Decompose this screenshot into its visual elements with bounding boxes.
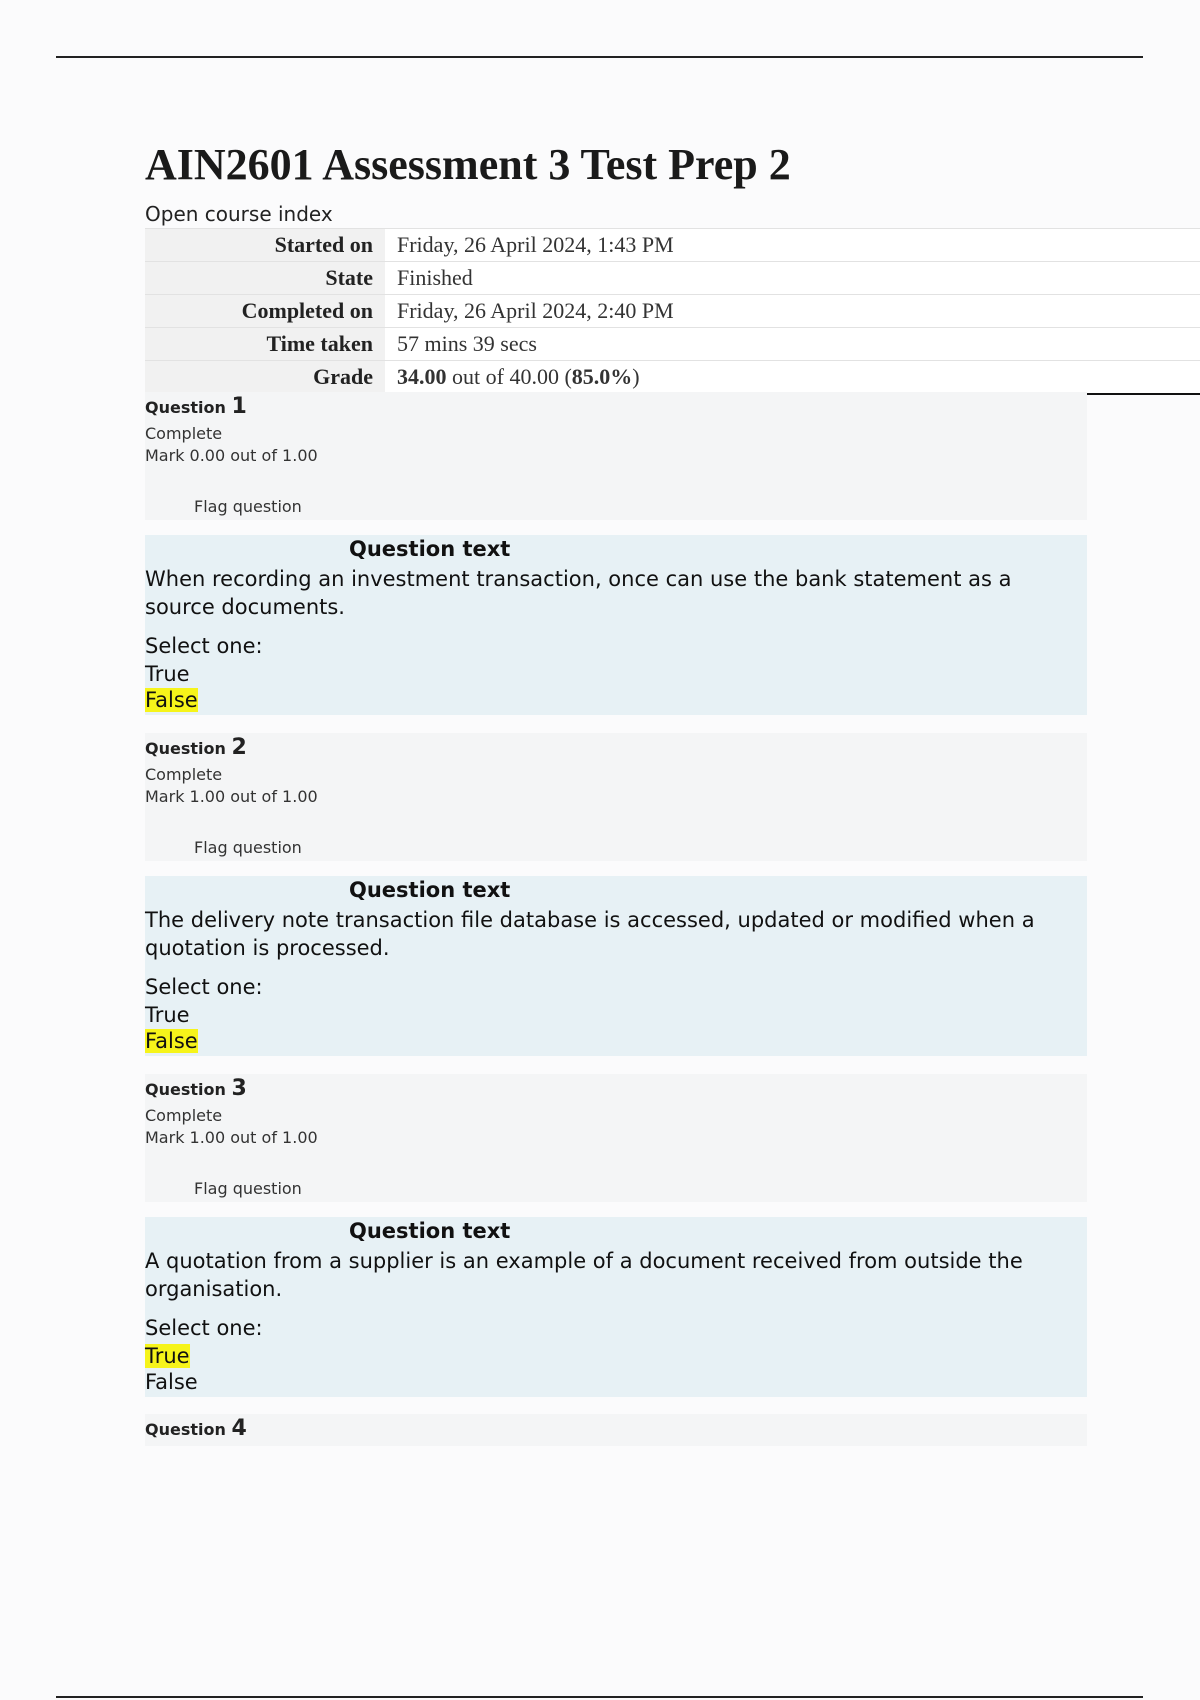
summary-row-time-taken <box>145 328 1200 361</box>
question-info-2 <box>145 733 1087 861</box>
flag-question-link[interactable]: Flag question <box>194 497 302 516</box>
question-text-heading: Question text <box>349 537 511 561</box>
question-mark: Mark 0.00 out of 1.00 <box>145 446 318 465</box>
question-text-heading: Question text <box>349 1219 511 1243</box>
highlighted-answer: False <box>145 688 198 712</box>
option-true[interactable]: True <box>145 662 190 686</box>
option-true[interactable]: True <box>145 1003 190 1027</box>
option-true[interactable] <box>145 1343 190 1369</box>
open-course-index-link[interactable]: Open course index <box>145 202 333 226</box>
summary-value: Friday, 26 April 2024, 2:40 PM <box>385 295 1200 328</box>
grade-score: 34.00 <box>397 364 447 389</box>
question-mark: Mark 1.00 out of 1.00 <box>145 1128 318 1147</box>
question-state: Complete <box>145 1106 223 1125</box>
question-info-1 <box>145 392 1087 520</box>
grade-percent: 85.0% <box>571 364 633 389</box>
page-title: AIN2601 Assessment 3 Test Prep 2 <box>145 140 791 189</box>
bottom-rule <box>56 1696 1143 1698</box>
highlighted-answer: False <box>145 1029 198 1053</box>
question-number: Question 3 <box>145 1076 247 1101</box>
highlighted-answer: True <box>145 1344 190 1368</box>
summary-row-grade <box>145 361 1200 395</box>
summary-value: Friday, 26 April 2024, 1:43 PM <box>385 229 1200 262</box>
question-number: Question 4 <box>145 1416 247 1441</box>
summary-label: Grade <box>145 361 385 395</box>
question-state: Complete <box>145 765 223 784</box>
summary-value: Finished <box>385 262 1200 295</box>
select-one-prompt: Select one: <box>145 1316 263 1340</box>
summary-label: Time taken <box>145 328 385 361</box>
summary-label: Started on <box>145 229 385 262</box>
question-number: Question 1 <box>145 394 247 419</box>
summary-value: 57 mins 39 secs <box>385 328 1200 361</box>
attempt-summary-table <box>145 228 1200 395</box>
top-rule <box>56 56 1143 58</box>
flag-question-link[interactable]: Flag question <box>194 1179 302 1198</box>
summary-row-completed <box>145 295 1200 328</box>
question-text: A quotation from a supplier is an example of a document received from outside the organisation. <box>145 1249 1023 1301</box>
option-false[interactable]: False <box>145 1370 198 1394</box>
summary-label: State <box>145 262 385 295</box>
question-info-3 <box>145 1074 1087 1202</box>
question-text-heading: Question text <box>349 878 511 902</box>
question-content-1 <box>145 535 1087 715</box>
summary-row-started <box>145 229 1200 262</box>
flag-question-link[interactable]: Flag question <box>194 838 302 857</box>
question-text: When recording an investment transaction, once can use the bank statement as a source documents. <box>145 567 1012 619</box>
summary-label: Completed on <box>145 295 385 328</box>
grade-value <box>385 361 1200 395</box>
question-mark: Mark 1.00 out of 1.00 <box>145 787 318 806</box>
question-content-2 <box>145 876 1087 1056</box>
question-info-4 <box>145 1414 1087 1446</box>
option-false[interactable] <box>145 687 198 713</box>
question-state: Complete <box>145 424 223 443</box>
summary-row-state <box>145 262 1200 295</box>
question-number: Question 2 <box>145 735 247 760</box>
question-content-3 <box>145 1217 1087 1397</box>
grade-out-of: out of 40.00 ( <box>446 364 572 389</box>
select-one-prompt: Select one: <box>145 634 263 658</box>
question-text: The delivery note transaction file database is accessed, updated or modified when a quotation is processed. <box>145 908 1035 960</box>
option-false[interactable] <box>145 1028 198 1054</box>
grade-close: ) <box>632 364 640 389</box>
select-one-prompt: Select one: <box>145 975 263 999</box>
